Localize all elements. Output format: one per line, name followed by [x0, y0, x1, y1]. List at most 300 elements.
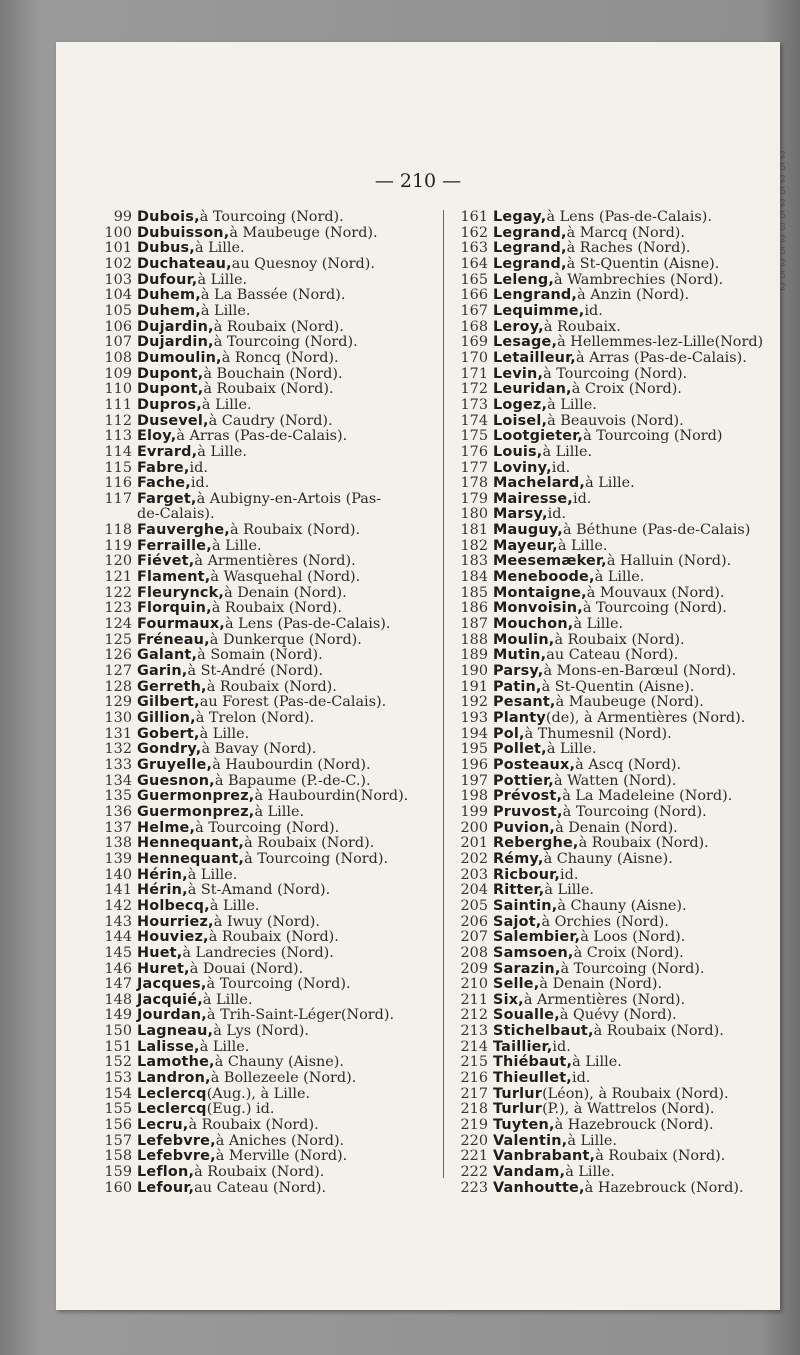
list-item [98, 680, 428, 696]
entry-location: au Cateau (Nord). [546, 647, 679, 664]
list-item [98, 868, 428, 884]
entry-location: id. [190, 475, 210, 492]
entry-location: à Tourcoing (Nord). [562, 803, 707, 820]
entry-name: Montaigne, [493, 584, 587, 601]
entry-location: à Tourcoing (Nord). [213, 334, 358, 351]
entry-location: à St-Amand (Nord). [187, 882, 331, 899]
entry-number: 135 [104, 788, 132, 805]
edge-fragment: 2 [780, 259, 786, 269]
entry-name: Hérin, [137, 882, 188, 899]
entry-name: Duhem, [137, 287, 201, 304]
list-item [98, 899, 428, 915]
entry-number: 131 [104, 725, 132, 742]
entry-location: à Maubeuge (Nord). [555, 694, 704, 711]
entry-location: au Quesnoy (Nord). [231, 255, 375, 272]
entry-name: Pol, [493, 725, 525, 742]
list-item [454, 852, 784, 868]
entry-number: 154 [104, 1085, 132, 1102]
entry-number: 201 [460, 835, 488, 852]
entry-name: Dumoulin, [137, 349, 222, 366]
entry-number: 223 [460, 1179, 488, 1196]
entry-name: Turlur [493, 1101, 543, 1118]
entry-name: Flament, [137, 569, 211, 586]
entry-location: à Landrecies (Nord). [182, 944, 334, 961]
entry-name: Lengrand, [493, 287, 578, 304]
entry-number: 137 [104, 819, 132, 836]
list-item [454, 821, 784, 837]
entry-location: à Tourcoing (Nord). [543, 365, 688, 382]
list-item [454, 226, 784, 242]
entry-location: à Tourcoing (Nord) [583, 428, 723, 445]
list-item [454, 429, 784, 445]
entry-location: à Lens (Pas-de-Calais). [224, 616, 391, 633]
list-item [98, 210, 428, 226]
entry-number: 140 [104, 866, 132, 883]
list-item [98, 445, 428, 461]
list-item [454, 664, 784, 680]
list-item [454, 868, 784, 884]
edge-fragment: 3 [780, 223, 786, 233]
list-item [454, 727, 784, 743]
entry-name: Vanbrabant, [493, 1148, 596, 1165]
list-item [454, 445, 784, 461]
entry-number: 144 [104, 929, 132, 946]
entry-name: Dujardin, [137, 318, 214, 335]
entry-location: à Aubigny-en-Artois (Pas- [196, 490, 382, 507]
entry-location: à Roubaix (Nord). [211, 600, 342, 617]
list-item [454, 351, 784, 367]
entry-number: 206 [460, 913, 488, 930]
list-item [454, 680, 784, 696]
entry-number: 217 [460, 1085, 488, 1102]
entry-number: 207 [460, 929, 488, 946]
list-item [98, 930, 428, 946]
entry-number: 128 [104, 678, 132, 695]
entry-name: Sajot, [493, 913, 542, 930]
entry-number: 112 [104, 412, 132, 429]
list-item [454, 1118, 784, 1134]
list-item [98, 570, 428, 586]
entry-number: 155 [104, 1101, 132, 1118]
entry-name: Prévost, [493, 788, 563, 805]
entry-name: Dubus, [137, 240, 195, 257]
list-item [98, 1055, 428, 1071]
entry-number: 124 [104, 616, 132, 633]
entry-number: 200 [460, 819, 488, 836]
edge-fragment: 2 [780, 283, 786, 293]
left-column [98, 210, 428, 1196]
entry-name: Houviez, [137, 929, 209, 946]
entry-location: à Roubaix. [543, 318, 621, 335]
entry-location: à Raches (Nord). [566, 240, 691, 257]
entry-number: 160 [104, 1179, 132, 1196]
entry-number: 195 [460, 741, 488, 758]
list-item [98, 695, 428, 711]
entry-number: 106 [104, 318, 132, 335]
entry-location: à Tourcoing (Nord). [582, 600, 727, 617]
entry-name: Pottier, [493, 772, 554, 789]
list-item [454, 711, 784, 727]
entry-location: à Denain (Nord). [555, 819, 678, 836]
entry-name: Lefebvre, [137, 1148, 216, 1165]
entry-location: à Tourcoing (Nord). [195, 819, 340, 836]
list-item [454, 507, 784, 523]
entry-name: Dubuisson, [137, 224, 230, 241]
list-item [98, 414, 428, 430]
entry-location: à Lille. [546, 741, 597, 758]
entry-number: 186 [460, 600, 488, 617]
entry-number: 102 [104, 255, 132, 272]
entry-number: 151 [104, 1038, 132, 1055]
list-item [98, 915, 428, 931]
list-item [98, 774, 428, 790]
entry-number: 147 [104, 976, 132, 993]
entry-number: 161 [460, 209, 488, 225]
entry-number: 199 [460, 803, 488, 820]
list-item [98, 1149, 428, 1165]
entry-location: à Haubourdin (Nord). [212, 756, 371, 773]
entry-name: Legay, [493, 209, 547, 225]
entry-name: Mayeur, [493, 537, 558, 554]
list-item [98, 852, 428, 868]
entry-name: Fauverghe, [137, 522, 230, 539]
list-item [98, 648, 428, 664]
entry-number: 138 [104, 835, 132, 852]
entry-number: 166 [460, 287, 488, 304]
entry-location: à Bouchain (Nord). [203, 365, 343, 382]
list-item [98, 351, 428, 367]
entry-name: Dupont, [137, 365, 204, 382]
entry-location: à Lille. [542, 443, 593, 460]
entry-number: 189 [460, 647, 488, 664]
list-item [454, 946, 784, 962]
entry-location: à Lille. [573, 616, 624, 633]
list-item [454, 570, 784, 586]
entry-number: 105 [104, 302, 132, 319]
entry-location: à Ascq (Nord). [575, 756, 682, 773]
entry-number: 129 [104, 694, 132, 711]
entry-number: 168 [460, 318, 488, 335]
list-item [98, 492, 428, 508]
entry-name: Tuyten, [493, 1117, 555, 1134]
entry-location: à Arras (Pas-de-Calais). [575, 349, 747, 366]
entry-location: à Roubaix (Nord). [229, 522, 361, 539]
entry-name: Mauguy, [493, 522, 563, 539]
list-item [98, 507, 428, 523]
entry-name: Rémy, [493, 850, 544, 867]
list-item [98, 883, 428, 899]
entry-number: 120 [104, 553, 132, 570]
entry-name: Pesant, [493, 694, 556, 711]
entry-number: 178 [460, 475, 488, 492]
entry-location: (de), à Armentières (Nord). [545, 710, 746, 726]
entry-number: 194 [460, 725, 488, 742]
entry-number: 125 [104, 631, 132, 648]
entry-location: à Lille. [202, 991, 253, 1008]
entry-number: 123 [104, 600, 132, 617]
entry-name: Landron, [137, 1070, 211, 1087]
entry-location: à Béthune (Pas-de-Calais) [562, 522, 751, 539]
entry-location: à Roubaix (Nord). [578, 835, 709, 852]
list-item [98, 601, 428, 617]
list-item [454, 789, 784, 805]
entry-name: Huret, [137, 960, 190, 977]
entry-name: Selle, [493, 976, 540, 993]
entry-name: Legrand, [493, 240, 567, 257]
entry-name: Puvion, [493, 819, 556, 836]
list-item [98, 523, 428, 539]
entry-location: à St-André (Nord). [187, 663, 324, 680]
entry-number: 181 [460, 522, 488, 539]
entry-location: à Lille. [585, 475, 635, 492]
entry-number: 202 [460, 850, 488, 867]
list-item [454, 899, 784, 915]
entry-name: Leclercq [137, 1101, 207, 1118]
entry-name: Lefour, [137, 1179, 195, 1196]
entry-number: 209 [460, 960, 488, 977]
entry-location: à Tourcoing (Nord). [199, 209, 344, 225]
column-divider [443, 210, 444, 1178]
entry-location: à Lille. [209, 897, 260, 914]
entry-number: 113 [104, 428, 132, 445]
entry-name: Gillion, [137, 710, 196, 726]
entry-name: Lootgieter, [493, 428, 584, 445]
entry-name: Guermonprez, [137, 788, 255, 805]
entry-name: Leroy, [493, 318, 544, 335]
entry-name: Galant, [137, 647, 198, 664]
entry-location: (P.), à Wattrelos (Nord). [542, 1101, 715, 1118]
entry-location: à Chauny (Aisne). [557, 897, 687, 914]
list-item [454, 1071, 784, 1087]
entry-name: Legrand, [493, 255, 567, 272]
list-item [454, 962, 784, 978]
list-item [98, 711, 428, 727]
entry-location: à Lille. [200, 302, 251, 319]
list-item [98, 273, 428, 289]
entry-name: Lecru, [137, 1117, 189, 1134]
entry-number: 127 [104, 663, 132, 680]
list-item [454, 1008, 784, 1024]
entry-name: Hourriez, [137, 913, 214, 930]
list-item [454, 335, 784, 351]
entry-location: à Lille. [201, 396, 252, 413]
entry-location: à Roubaix (Nord). [213, 318, 344, 335]
entry-name: Planty [493, 710, 546, 726]
list-item [98, 1181, 428, 1197]
entry-name: Gobert, [137, 725, 200, 742]
entry-name: Levin, [493, 365, 544, 382]
entry-number: 208 [460, 944, 488, 961]
entry-name: Thiébaut, [493, 1054, 573, 1071]
entry-name: Pollet, [493, 741, 547, 758]
entry-location: à Hazebrouck (Nord). [584, 1179, 744, 1196]
entry-number: 111 [104, 396, 132, 413]
entry-location: à Roubaix (Nord). [244, 835, 375, 852]
entry-location: à Roubaix (Nord). [203, 381, 334, 398]
entry-number: 218 [460, 1101, 488, 1118]
entry-location: à Denain (Nord). [224, 584, 347, 601]
list-item [454, 915, 784, 931]
entry-name: Lamothe, [137, 1054, 215, 1071]
edge-fragment: 2 [780, 151, 786, 161]
entry-location: id. [572, 490, 592, 507]
entry-number: 118 [104, 522, 132, 539]
entry-name: Taillier, [493, 1038, 553, 1055]
entry-number: 136 [104, 803, 132, 820]
entry-number: 174 [460, 412, 488, 429]
entry-name: Fabre, [137, 459, 190, 476]
entry-location: à Aniches (Nord). [215, 1132, 345, 1149]
entry-name: Lalisse, [137, 1038, 200, 1055]
entry-location: à Tourcoing (Nord). [206, 976, 351, 993]
list-item [454, 695, 784, 711]
entry-location: id. [552, 1038, 571, 1055]
list-item [98, 836, 428, 852]
entry-number: 108 [104, 349, 132, 366]
list-item [98, 241, 428, 257]
entry-location: à Tourcoing (Nord). [560, 960, 705, 977]
entry-number: 204 [460, 882, 488, 899]
entry-location: à Maubeuge (Nord). [229, 224, 378, 241]
list-item [98, 1165, 428, 1181]
entry-location: à Lille. [565, 1164, 615, 1181]
list-item [98, 617, 428, 633]
entry-number: 191 [460, 678, 488, 695]
entry-number: 141 [104, 882, 132, 899]
entry-number: 167 [460, 302, 488, 319]
entry-location: à Haubourdin(Nord). [254, 788, 409, 805]
entry-name: Fache, [137, 475, 191, 492]
list-item [454, 288, 784, 304]
list-item [454, 320, 784, 336]
entry-number: 203 [460, 866, 488, 883]
entry-location: (Aug.), à Lille. [206, 1085, 311, 1102]
entry-name: Vanhoutte, [493, 1179, 585, 1196]
entry-location: à Bollezeele (Nord). [210, 1070, 357, 1087]
entry-name: Thieullet, [493, 1070, 572, 1087]
entry-name: Florquin, [137, 600, 212, 617]
entry-location: à Thumesnil (Nord). [524, 725, 672, 742]
entry-number: 171 [460, 365, 488, 382]
entry-number: 156 [104, 1117, 132, 1134]
entry-name: Sarazin, [493, 960, 561, 977]
entry-location: id. [547, 506, 567, 523]
entry-number: 115 [104, 459, 132, 476]
entry-number: 104 [104, 287, 132, 304]
entry-name: Ferraille, [137, 537, 212, 554]
entry-location: à Caudry (Nord). [208, 412, 333, 429]
list-item [98, 335, 428, 351]
edge-fragment: 5 [780, 247, 786, 257]
entry-location: à Bapaume (P.-de-C.). [214, 772, 371, 789]
entry-name: Salembier, [493, 929, 581, 946]
entry-name: Legrand, [493, 224, 567, 241]
entry-name: Six, [493, 991, 524, 1008]
page-number: — 210 — [374, 170, 462, 192]
list-item [98, 664, 428, 680]
list-item [454, 1055, 784, 1071]
list-item [454, 805, 784, 821]
entry-number: 116 [104, 475, 132, 492]
list-item [454, 836, 784, 852]
entry-name: Pruvost, [493, 803, 563, 820]
entry-name: Huet, [137, 944, 183, 961]
entry-number: 211 [460, 991, 488, 1008]
entry-number: 179 [460, 490, 488, 507]
entry-number: 182 [460, 537, 488, 554]
entry-location: à Roubaix (Nord). [554, 631, 685, 648]
entry-name: Louis, [493, 443, 543, 460]
list-item [454, 398, 784, 414]
entry-name: Loviny, [493, 459, 552, 476]
entry-name: Loisel, [493, 412, 548, 429]
entry-location: à Mons-en-Barœul (Nord). [543, 663, 737, 680]
entry-location: à Lille. [594, 569, 645, 586]
entry-location: à Lille. [557, 537, 608, 554]
list-item [454, 617, 784, 633]
entry-location: id. [551, 459, 571, 476]
list-item [454, 241, 784, 257]
list-item [454, 1181, 784, 1197]
entry-number: 107 [104, 334, 132, 351]
entry-number: 117 [104, 490, 132, 507]
entry-name: Parsy, [493, 663, 544, 680]
entry-name: Eloy, [137, 428, 177, 445]
list-item [454, 742, 784, 758]
entry-name: Dubois, [137, 209, 200, 225]
list-item [454, 414, 784, 430]
edge-fragment: 2 [780, 175, 786, 185]
entry-number: 101 [104, 240, 132, 257]
entry-number: 214 [460, 1038, 488, 1055]
entry-name: Hennequant, [137, 835, 245, 852]
list-item [454, 977, 784, 993]
list-item [98, 257, 428, 273]
entry-location: à Tourcoing (Nord). [244, 850, 389, 867]
entry-number: 162 [460, 224, 488, 241]
entry-location: à Hellemmes-lez-Lille(Nord) [557, 334, 764, 351]
entry-name: Fiévet, [137, 553, 195, 570]
entry-number: 172 [460, 381, 488, 398]
entry-location: à Roubaix (Nord). [595, 1148, 726, 1165]
entry-number: 145 [104, 944, 132, 961]
list-item [98, 821, 428, 837]
list-item [98, 742, 428, 758]
list-item [98, 1118, 428, 1134]
entry-number: 163 [460, 240, 488, 257]
entry-location: à Douai (Nord). [189, 960, 304, 977]
entry-location: à Lille. [197, 443, 247, 460]
entry-name: Guesnon, [137, 772, 215, 789]
entry-number: 99 [113, 209, 132, 225]
entry-location: à Orchies (Nord). [541, 913, 669, 930]
entry-location: id. [560, 866, 579, 883]
list-item [98, 226, 428, 242]
entry-name: Gondry, [137, 741, 202, 758]
entry-location: à Chauny (Aisne). [543, 850, 673, 867]
entry-number: 176 [460, 443, 488, 460]
entry-name: Jacquié, [137, 991, 203, 1008]
entry-number: 221 [460, 1148, 488, 1165]
list-item [98, 382, 428, 398]
entry-number: 142 [104, 897, 132, 914]
entry-number: 153 [104, 1070, 132, 1087]
entry-number: 183 [460, 553, 488, 570]
entry-number: 205 [460, 897, 488, 914]
edge-fragment: 5 [780, 187, 786, 197]
entry-number: 164 [460, 255, 488, 272]
entry-location: à Lille. [187, 866, 238, 883]
